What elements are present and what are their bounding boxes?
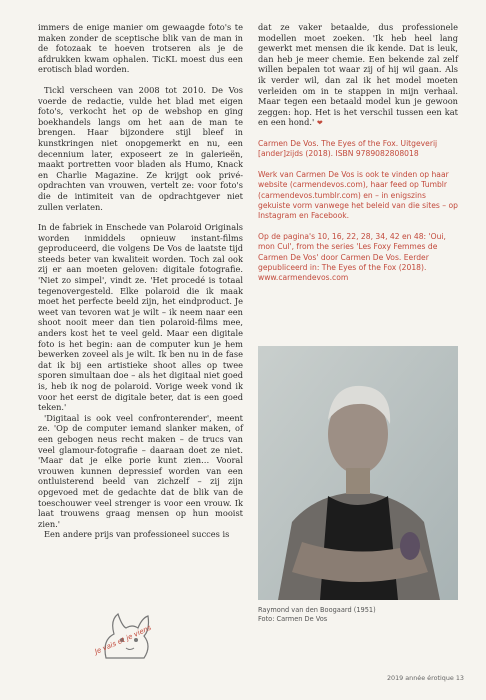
caption-subject: Raymond van den Boogaard (1951) <box>258 606 376 614</box>
left-paragraph-3: In de fabriek in Enschede van Polaroid Originals worden inmiddels opnieuw instant-films geproduceerd, die volgens De Vos de laatste tijd steeds beter van kwaliteit worden. Toch zal ook zij er aan moeten geloven: digitale fotografie. 'Niet zo simpel', vindt ze. 'Het procedé is totaal tegenovergesteld. Elke polaroid die ik maak moet het perfecte beeld zijn, het eindproduct. Je weet van tevoren wat je wilt – ik neem naar een shoot nooit meer dan tien polaroid-films mee, anders kost het te veel geld. Maar een digitale foto is het begin: aan de computer kun je hem bewerken zoveel als je wilt. Ik ben nu in de fase dat ik bij een artistieke shoot alles op twee sporen simultaan doe – als het digitaal niet goed is, heb ik nog de polaroid. Vorige week vond ik voor het eerst de digitale beter, dat is een goed teken.' <box>38 222 243 413</box>
credits-block <box>258 139 458 284</box>
fox-mascot-icon <box>92 600 168 668</box>
web-reference: Werk van Carmen De Vos is ook te vinden op haar website (carmendevos.com), haar feed op Tumblr (carmendevos.tumblr.com) en – in enigszins gekuiste vorm vanwege het beleid van die sites – op Instagram en Facebook. <box>258 169 458 221</box>
book-reference: Carmen De Vos. The Eyes of the Fox. Uitgeverij [ander]zijds (2018). ISBN 9789082808018 <box>258 138 438 159</box>
svg-text:Je vais et je viens <box>92 623 153 656</box>
right-column <box>258 22 458 284</box>
heart-icon: ❤ <box>316 119 323 128</box>
portrait-photo <box>258 346 458 600</box>
caption-credit: Foto: Carmen De Vos <box>258 614 328 623</box>
mascot-slogan: Je vais et je viens <box>93 623 153 656</box>
left-paragraph-4: 'Digitaal is ook veel confronterender', meent ze. 'Op de computer iemand slanker maken, of een gebogen neus recht maken – de trucs van veel glamour-fotografie – daaraan doet ze niet. 'Maar dat je elke porie kunt zien… Vooral vrouwen kunnen depressief worden van een ontluisterend beeld van zichzelf – zij zijn opgevoed met de gedachte dat de blik van de toeschouwer veel strenger is voor een vrouw. Ik laat trouwens graag mensen op hun mooist zien.' <box>38 412 243 529</box>
page-folio: 2019 année érotique 13 <box>386 674 464 682</box>
pages-reference: Op de pagina's 10, 16, 22, 28, 34, 42 en 48: 'Oui, mon Cul', from the series 'Les Foxy Femmes de Carmen De Vos' door Carmen De Vos. Eerder gepubliceerd in: The Eyes of the Fox (2018). www.carmendevos.com <box>258 231 446 283</box>
portrait-illustration <box>258 346 458 600</box>
photo-caption <box>258 606 458 623</box>
left-paragraph-5: Een andere prijs van professioneel succes is <box>44 529 230 540</box>
left-column <box>38 22 243 540</box>
left-paragraph-1: immers de enige manier om gewaagde foto's te maken zonder de sceptische blik van de man in de fotozaak te hoeven trotseren als je de afdrukken kwam ophalen. TicKL moest dus een erotisch blad worden. <box>38 22 243 75</box>
right-paragraph-1: dat ze vaker betaalde, dus professionele modellen moet zoeken. 'Ik heb heel lang gewerkt met mensen die ik kende. Dat is leuk, dan heb je meer chemie. Een bekende zal zelf willen bepalen tot waar zij of hij wil gaan. Als ik verder wil, dan zal ik het model moeten verleiden om in te stappen in mijn verhaal. Maar tegen een betaald model kun je gewoon zeggen: hop. Het is het verschil tussen een kat en een hond.' ❤ <box>258 22 458 128</box>
left-paragraph-2: Tickl verscheen van 2008 tot 2010. De Vos voerde de redactie, vulde het blad met eigen foto's, verkocht het op de webshop en ging boekhandels langs om het aan de man te brengen. Haar bijzondere stijl bleef in kunstkringen niet onopgemerkt en nu, een decennium later, exposeert ze in galerieën, maakt portretten voor bladen als Humo, Knack en Charlie Magazine. Ze krijgt ook privé-opdrachten van vrouwen, vertelt ze: voor foto's die de intimiteit van de opdrachtgever niet zullen verlaten. <box>38 84 243 212</box>
